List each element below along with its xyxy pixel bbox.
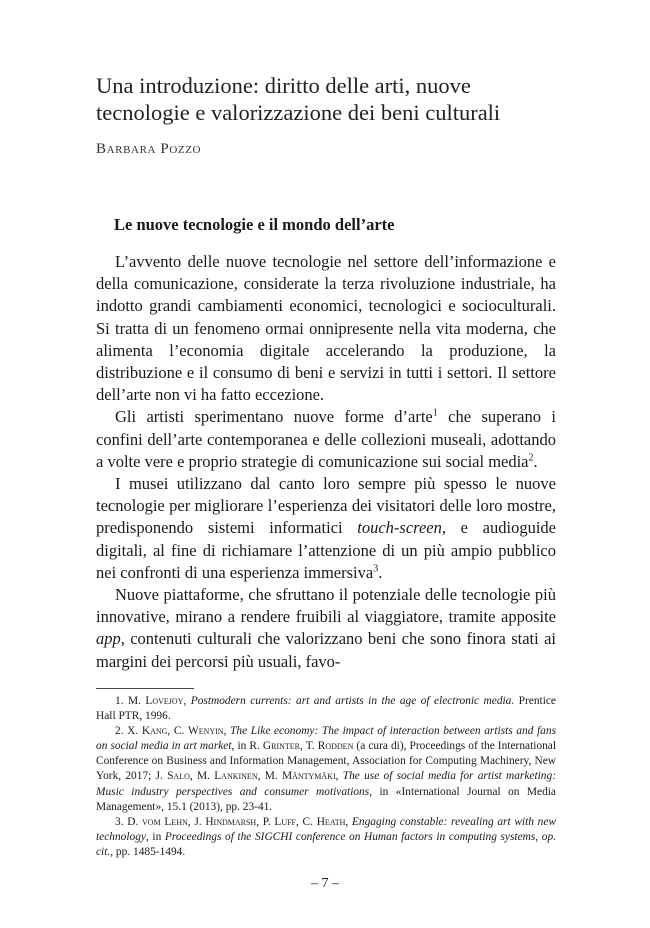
paragraph-3-text: .	[378, 562, 383, 582]
footnote-text: , J.	[187, 815, 206, 828]
emphasis: touch-screen	[357, 518, 442, 538]
footnote-title: Engaging constable: revealing art with new technology	[96, 815, 556, 843]
footnote-text: , M.	[189, 770, 215, 783]
footnotes	[96, 694, 556, 860]
footnote-title: The Like economy: The impact of interaction between artists and fans on social media in art market	[96, 725, 556, 753]
footnote-title: Proceedings of the SIGCHI conference on Human factors in computing systems	[164, 830, 536, 843]
footnote-ref-2[interactable]: 2	[528, 452, 534, 464]
paragraph-4-text: Nuove piattaforme, che sfruttano il potenziale delle tecnologie più innovative, mirano a rendere fruibili al viaggiatore, tramite apposite	[96, 585, 556, 627]
footnote-title: Postmodern currents: art and artists in the age of electronic media.	[190, 695, 515, 707]
footnote-title: The use of social media for artist marketing: Music industry perspectives and consumer motivations	[96, 770, 556, 798]
body-text	[96, 251, 556, 673]
section-heading: Le nuove tecnologie e il mondo dell’arte	[114, 215, 395, 234]
footnote-text: , in R.	[231, 740, 263, 753]
footnote-author: Mäntymäki	[281, 770, 336, 783]
footnote-author: Rodden	[317, 740, 354, 753]
footnote-text: , in «International Journal on Media Management», 15.1 (2013), pp. 23-41.	[96, 785, 556, 813]
footnote-author: Lankinen	[214, 770, 258, 783]
footnote-text: , C.	[296, 815, 317, 828]
footnote-text: , pp. 1485-1494.	[110, 845, 186, 858]
paragraph-2-text: .	[533, 451, 538, 471]
paragraph-4	[96, 584, 556, 673]
paragraph-4-text: , contenuti culturali che valorizzano beni che sono finora stati ai margini dei percorsi più usuali, favo-	[96, 629, 556, 671]
footnote-text: ,	[535, 830, 542, 843]
footnote-1	[96, 694, 556, 724]
footnote-divider	[96, 688, 194, 689]
footnote-text: , in	[145, 830, 165, 843]
footnote-text: 1. M.	[115, 695, 146, 707]
footnote-text: ,	[183, 695, 191, 707]
footnote-text: , T.	[300, 740, 318, 753]
footnote-author: Grinter	[262, 740, 301, 753]
footnote-text: Prentice Hall PTR, 1996.	[96, 695, 556, 723]
emphasis: app	[96, 629, 121, 649]
paragraph-3-text: I musei utilizzano dal canto loro sempre più spesso le nuove tecnologie per migliorare l’esperienza dei visitatori delle loro mostre, predisponendo sistemi informatici	[96, 474, 556, 538]
paragraph-2-text: Gli artisti sperimentano nuove forme d’arte	[115, 407, 433, 427]
page-number: – 7 –	[311, 876, 339, 891]
footnote-author: Lovejoy	[145, 695, 184, 707]
footnote-text: , C.	[167, 725, 188, 738]
footnote-text: , P.	[256, 815, 275, 828]
footnote-text: , M.	[257, 770, 282, 783]
footnote-ref-1[interactable]: 1	[432, 407, 438, 419]
footnote-2	[96, 724, 556, 815]
footnote-text: ,	[335, 770, 343, 783]
footnote-3	[96, 815, 556, 860]
footnote-author: Hindmarsh	[205, 815, 257, 828]
chapter-title: Una introduzione: diritto delle arti, nuove tecnologie e valorizzazione dei beni culturali	[96, 73, 501, 125]
footnote-text: ,	[345, 815, 352, 828]
footnote-author: Luff	[274, 815, 297, 828]
footnote-author: Kang	[141, 725, 168, 738]
paragraph-3	[96, 473, 556, 584]
footnote-text: 3. D.	[115, 815, 143, 828]
paragraph-1: L’avvento delle nuove tecnologie nel settore dell’informazione e della comunicazione, considerate la terza rivoluzione industriale, ha indotto grandi cambiamenti economici, tecnologici e socioculturali. Si tratta di un fenomeno ormai onnipresente nella vita moderna, che alimenta l’economia digitale accelerando la produzione, la distribuzione e il consumo di beni e servizi in tutti i settori. Il settore dell’arte non vi ha fatto eccezione.	[96, 252, 556, 405]
footnote-author: Salo	[167, 770, 190, 783]
footnote-text: ,	[223, 725, 231, 738]
footnote-author: vom Lehn	[142, 815, 188, 828]
footnote-author: Heath	[316, 815, 346, 828]
footnote-text: 2. X.	[115, 725, 142, 738]
footnote-author: Wenyin	[187, 725, 224, 738]
paragraph-3-text: , e audioguide digitali, al fine di richiamare l’attenzione di un più ampio pubblico nei confronti di una esperienza immersiva	[96, 518, 557, 582]
paragraph-2	[96, 406, 556, 473]
author-name: Barbara Pozzo	[96, 141, 202, 157]
footnote-text: (a cura di), Proceedings of the International Conference on Business and Information Management, Association for Computing Machinery, New York, 2017; J.	[96, 740, 557, 783]
paragraph-2-text: che superano i confini dell’arte contemporanea e delle collezioni museali, adottando a volte vere e proprio strategie di comunicazione sui social media	[96, 407, 556, 471]
footnote-ref-3[interactable]: 3	[373, 563, 379, 575]
footnote-title: op. cit.	[96, 830, 556, 858]
